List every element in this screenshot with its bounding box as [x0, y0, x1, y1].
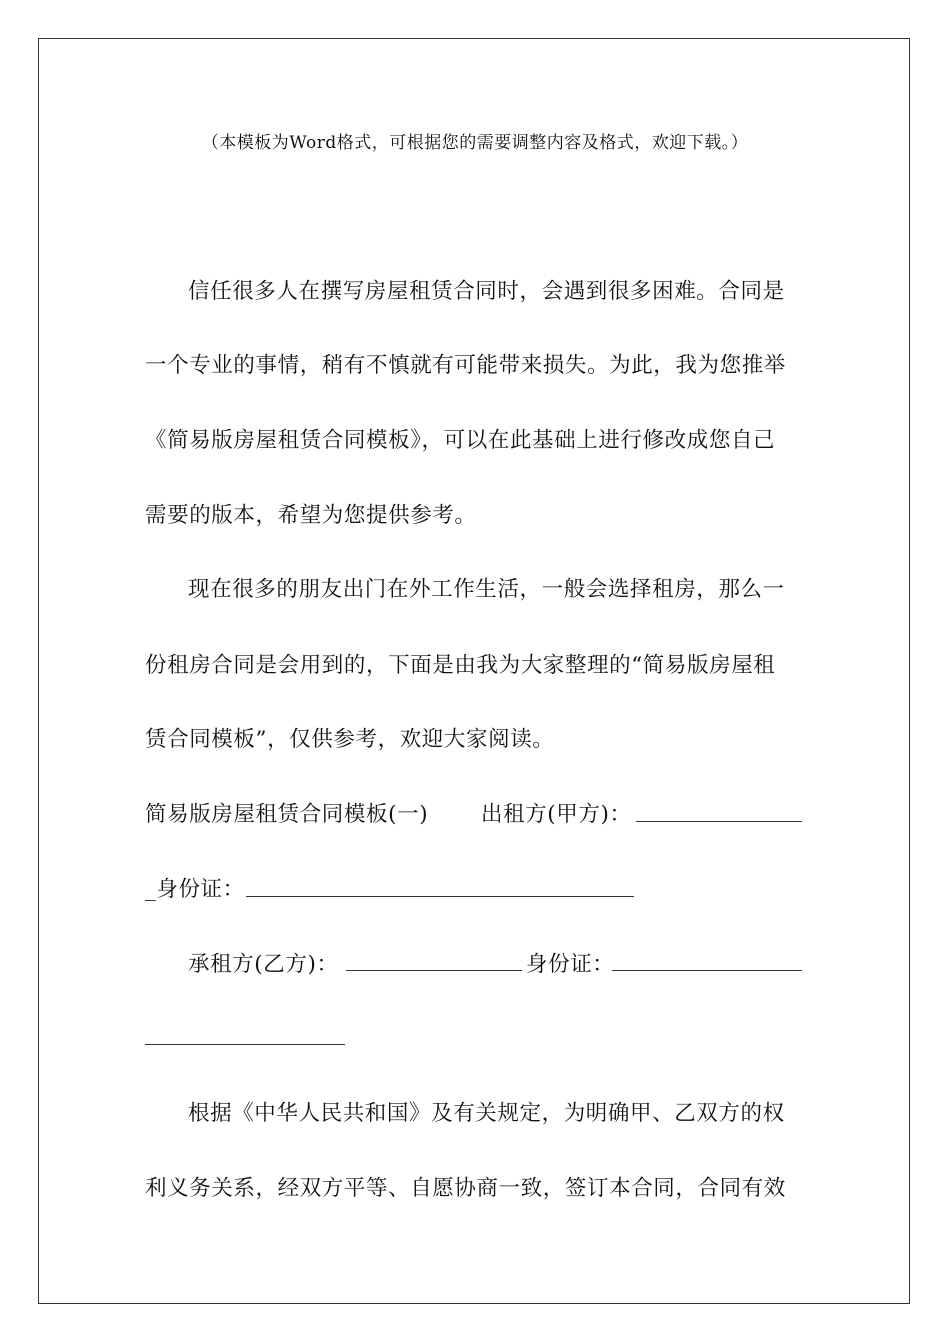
contract-title-line [145, 797, 428, 828]
para2-line-2: 份租房合同是会用到的，下面是由我为大家整理的“简易版房屋租 [145, 653, 776, 678]
lessor-id-line [145, 872, 245, 903]
para2-line-3: 赁合同模板”，仅供参考，欢迎大家阅读。 [145, 727, 555, 752]
lessee-id-blank-continued[interactable] [145, 1044, 345, 1045]
lessee-line [188, 947, 339, 978]
lessee-name-blank[interactable] [346, 970, 522, 971]
header-note: （本模板为Word格式，可根据您的需要调整内容及格式，欢迎下载。） [201, 133, 749, 153]
lessor-id-label: _身份证： [145, 877, 245, 902]
para3-line-2: 利义务关系，经双方平等、自愿协商一致，签订本合同，合同有效 [145, 1176, 786, 1201]
lessee-label: 承租方(乙方)： [188, 952, 339, 977]
lessee-id-line [526, 947, 614, 978]
lessee-id-blank[interactable] [612, 970, 802, 971]
intro-line-2: 一个专业的事情，稍有不慎就有可能带来损失。为此，我为您推举 [145, 353, 786, 378]
intro-line-3: 《简易版房屋租赁合同模板》，可以在此基础上进行修改成您自己 [145, 428, 776, 453]
lessor-id-blank[interactable] [246, 896, 634, 897]
para2-line-1: 现在很多的朋友出门在外工作生活，一般会选择租房，那么一 [188, 577, 785, 602]
lessee-id-label: 身份证： [526, 952, 615, 977]
para3-line-1: 根据《中华人民共和国》及有关规定，为明确甲、乙双方的权 [188, 1101, 785, 1126]
lessor-name-blank[interactable] [636, 821, 802, 822]
lessor-label: 出租方(甲方)： [481, 802, 632, 827]
intro-line-4: 需要的版本，希望为您提供参考。 [145, 503, 477, 528]
contract-title: 简易版房屋租赁合同模板(一) [145, 802, 429, 827]
intro-line-1: 信任很多人在撰写房屋租赁合同时，会遇到很多困难。合同是 [188, 279, 785, 304]
lessor-line [481, 797, 632, 828]
